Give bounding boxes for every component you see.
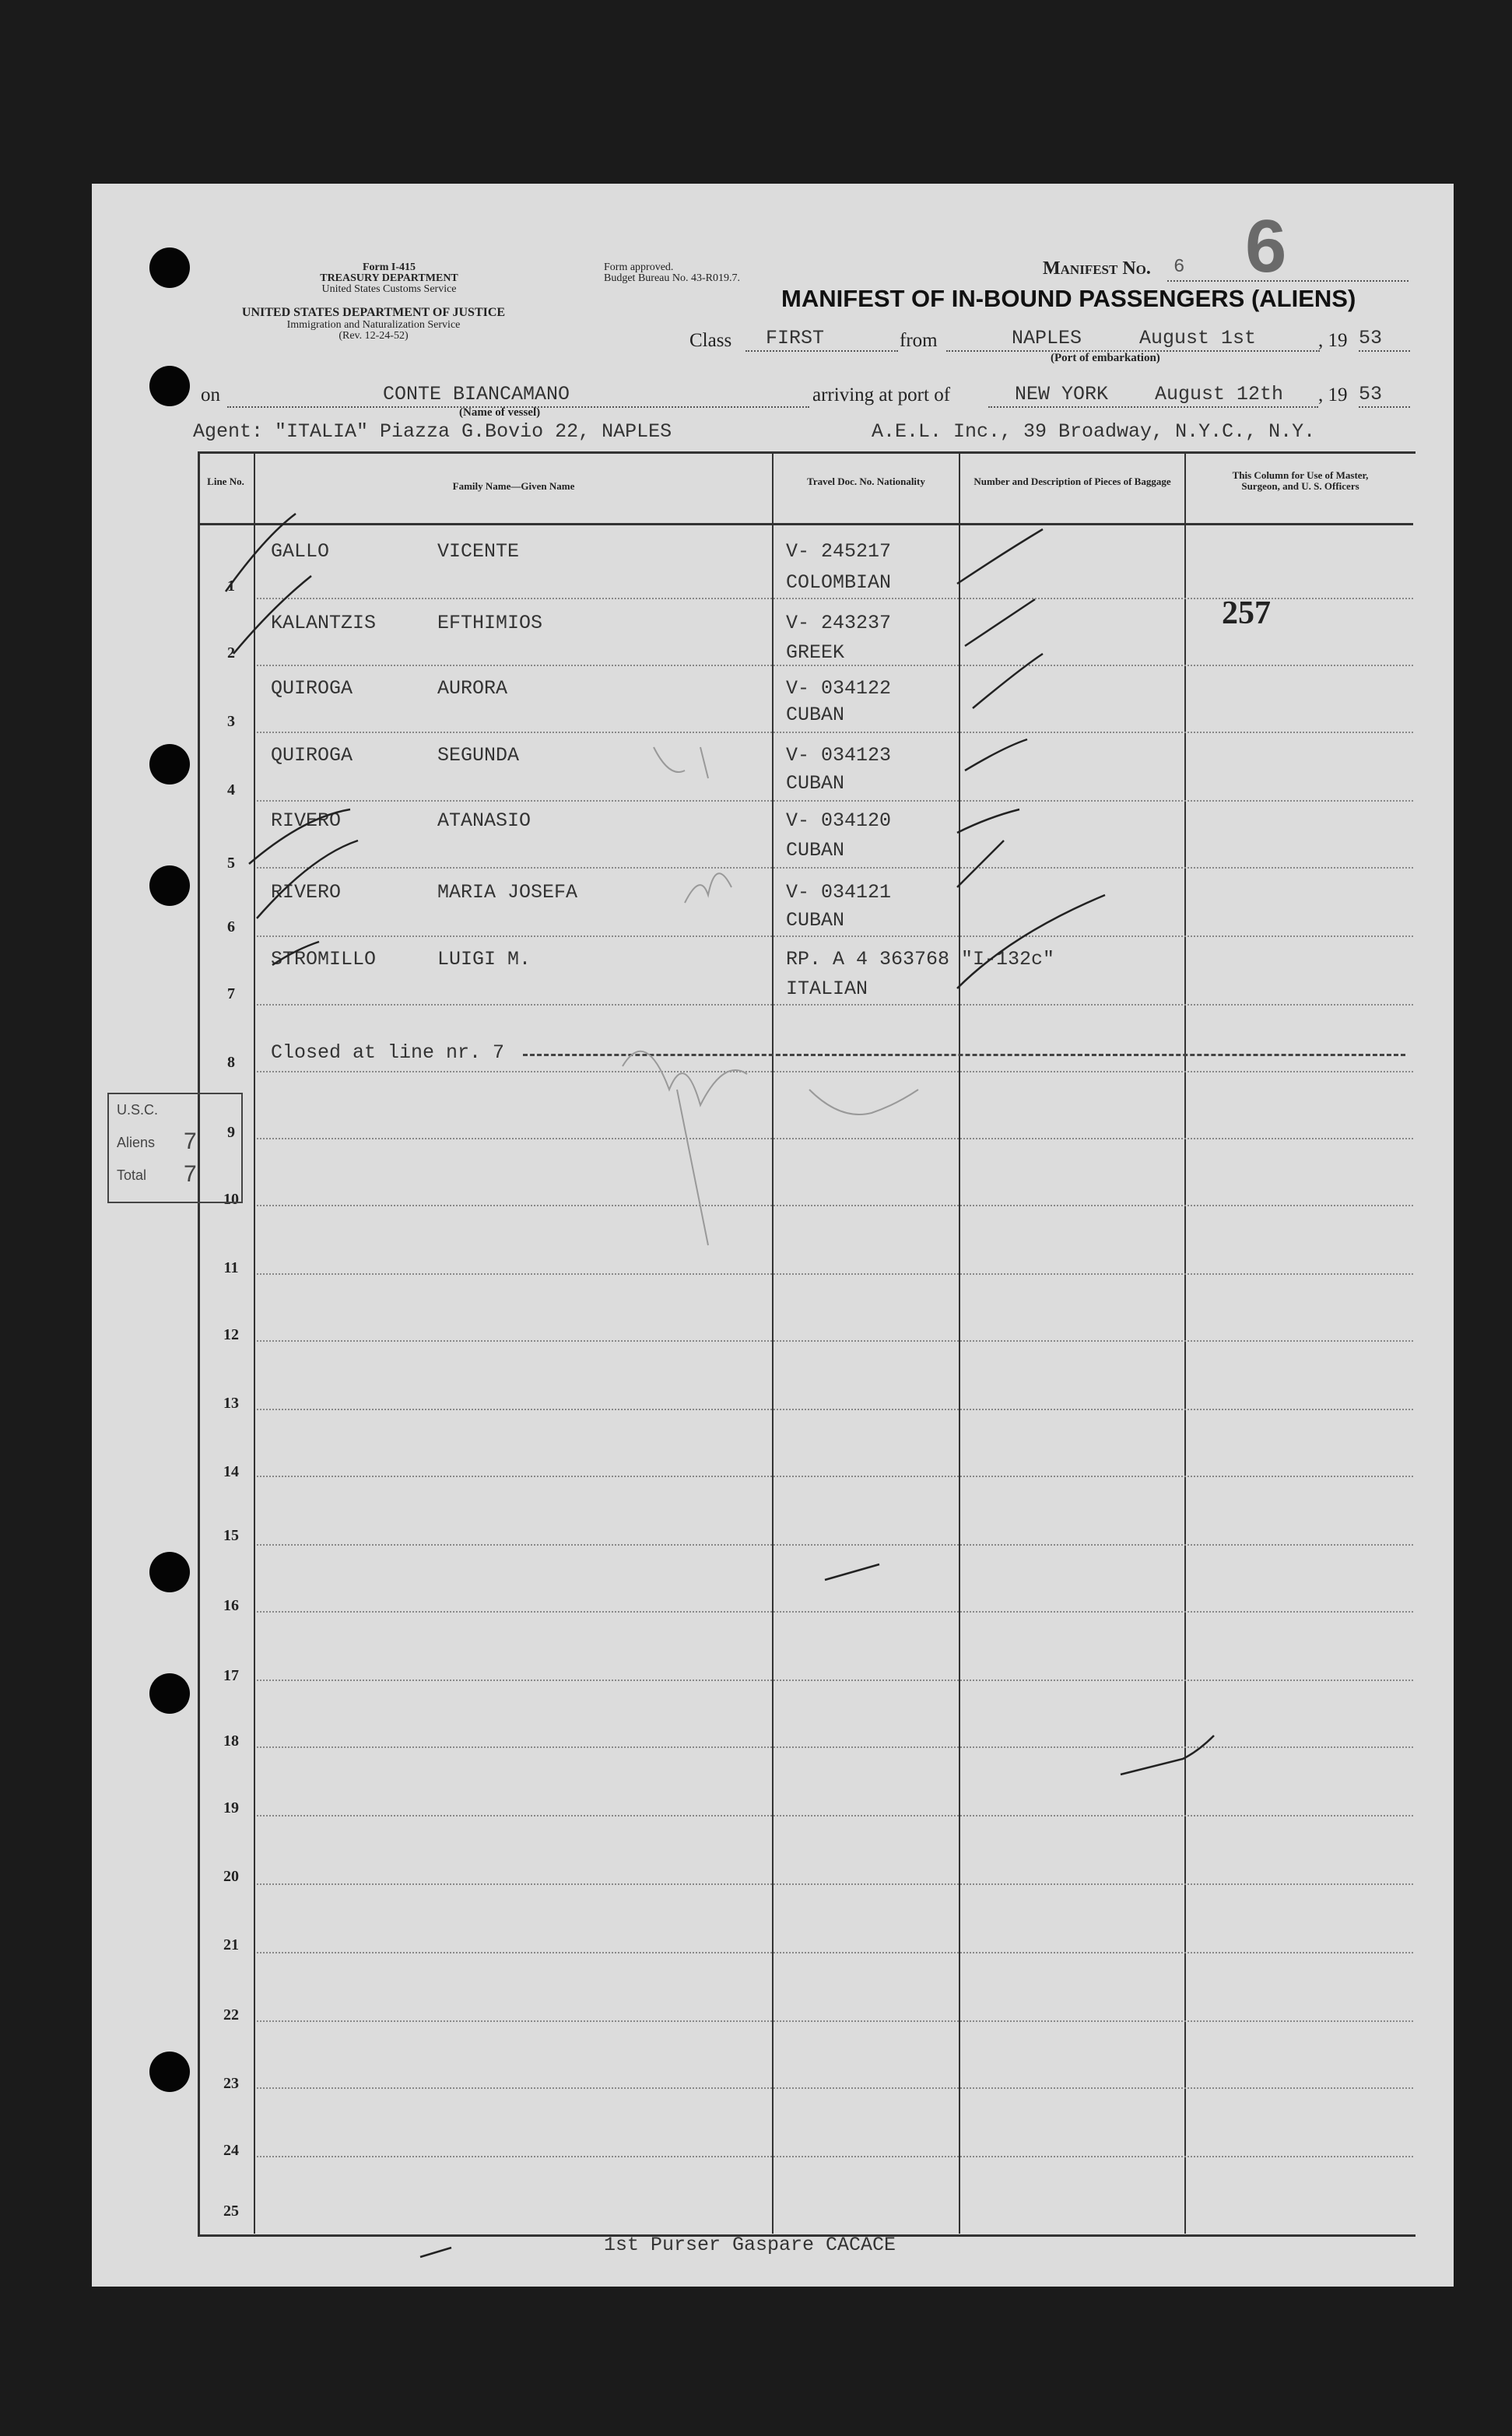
line-number: 3 [227,713,235,730]
header-line-no: Line No. [207,476,244,487]
travel-doc: V- 243237 [786,612,892,634]
closed-note: Closed at line nr. 7 [271,1041,505,1064]
travel-doc: V- 034121 [786,881,892,904]
agent-line: Agent: "ITALIA" Piazza G.Bovio 22, NAPLES [193,420,672,443]
line-number: 9 [227,1124,235,1141]
family-name: QUIROGA [271,744,353,767]
family-name: RIVERO [271,809,342,832]
line-number: 22 [223,2006,239,2024]
agent-line-2: A.E.L. Inc., 39 Broadway, N.Y.C., N.Y. [872,420,1316,443]
given-name: LUIGI M. [437,948,531,971]
arriving-label: arriving at port of [812,384,951,405]
travel-doc: RP. A 4 363768 "I-132c" [786,948,1055,971]
line-number: 6 [227,918,235,935]
family-name: QUIROGA [271,677,353,700]
from-date: August 1st [1139,327,1257,349]
nationality: CUBAN [786,772,845,795]
treasury-dept: TREASURY DEPARTMENT [320,272,458,284]
header-officers: This Column for Use of Master, Surgeon, and U. S. Officers [1232,469,1369,492]
form-approved: Form approved. [604,262,674,273]
arrival-port: NEW YORK [1015,383,1109,405]
line-number: 17 [223,1667,239,1684]
line-number: 8 [227,1054,235,1071]
given-name: EFTHIMIOS [437,612,543,634]
aliens-count: 7 [184,1128,197,1154]
line-number: 23 [223,2075,239,2092]
line-number: 4 [227,781,235,799]
justice-dept: UNITED STATES DEPARTMENT OF JUSTICE [241,306,506,319]
arrival-date: August 12th [1155,383,1284,405]
line-number: 18 [223,1732,239,1750]
officer-note: 257 [1222,595,1271,631]
line-number: 19 [223,1799,239,1816]
manifest-number-stamp: 6 [1245,205,1287,288]
given-name: SEGUNDA [437,744,520,767]
from-label: from [900,330,938,351]
line-number: 14 [223,1463,239,1480]
customs-service: United States Customs Service [321,283,457,295]
line-number: 2 [227,644,235,662]
given-name: MARIA JOSEFA [437,881,578,904]
line-number: 10 [223,1191,239,1208]
header-baggage: Number and Description of Pieces of Baggage [974,476,1171,487]
nationality: CUBAN [786,704,845,726]
purser-signature: 1st Purser Gaspare CACACE [604,2234,896,2256]
line-number: 7 [227,985,235,1002]
usc-label: U.S.C. [117,1102,159,1118]
line-number: 5 [227,855,235,872]
vessel-note: (Name of vessel) [459,406,541,419]
line-number: 25 [223,2203,239,2220]
total-label: Total [117,1167,147,1183]
port-embarkation-note: (Port of embarkation) [1051,352,1160,364]
travel-doc: V- 245217 [786,540,892,563]
line-number: 13 [223,1395,239,1412]
travel-doc: V- 034123 [786,744,892,767]
travel-doc: V- 034122 [786,677,892,700]
vessel-name: CONTE BIANCAMANO [383,383,570,405]
ins-service: Immigration and Naturalization Service [286,319,461,331]
revision: (Rev. 12-24-52) [339,330,409,342]
family-name: KALANTZIS [271,612,377,634]
nationality: COLOMBIAN [786,571,892,594]
from-year: 53 [1359,327,1383,349]
line-number: 1 [227,577,235,595]
line-number: 24 [223,2142,239,2159]
arrival-year: 53 [1359,383,1383,405]
manifest-number-label: Manifest No. [1043,258,1151,279]
nationality: GREEK [786,641,845,664]
header-name: Family Name—Given Name [452,480,575,492]
line-number: 12 [223,1326,239,1343]
line-number: 15 [223,1527,239,1544]
class-value: FIRST [766,327,825,349]
given-name: AURORA [437,677,508,700]
nationality: ITALIAN [786,978,868,1000]
class-label: Class [689,330,732,351]
line-number: 21 [223,1936,239,1953]
nationality: CUBAN [786,839,845,862]
arrival-year-prefix: , 19 [1318,384,1348,405]
from-year-prefix: , 19 [1318,330,1348,351]
family-name: STROMILLO [271,948,377,971]
total-count: 7 [184,1161,197,1187]
travel-doc: V- 034120 [786,809,892,832]
nationality: CUBAN [786,909,845,932]
aliens-label: Aliens [117,1135,156,1150]
manifest-title: MANIFEST OF IN-BOUND PASSENGERS (ALIENS) [781,285,1356,312]
budget-bureau: Budget Bureau No. 43-R019.7. [604,272,740,284]
line-number: 20 [223,1868,239,1885]
given-name: ATANASIO [437,809,531,832]
form-number: Form I-415 [362,262,416,273]
family-name: RIVERO [271,881,342,904]
family-name: GALLO [271,540,330,563]
on-label: on [201,384,220,405]
header-travel-doc: Travel Doc. No. Nationality [807,476,925,487]
manifest-number: 6 [1173,257,1185,278]
given-name: VICENTE [437,540,520,563]
line-number: 11 [223,1259,239,1276]
line-number: 16 [223,1597,239,1614]
from-port: NAPLES [1012,327,1082,349]
